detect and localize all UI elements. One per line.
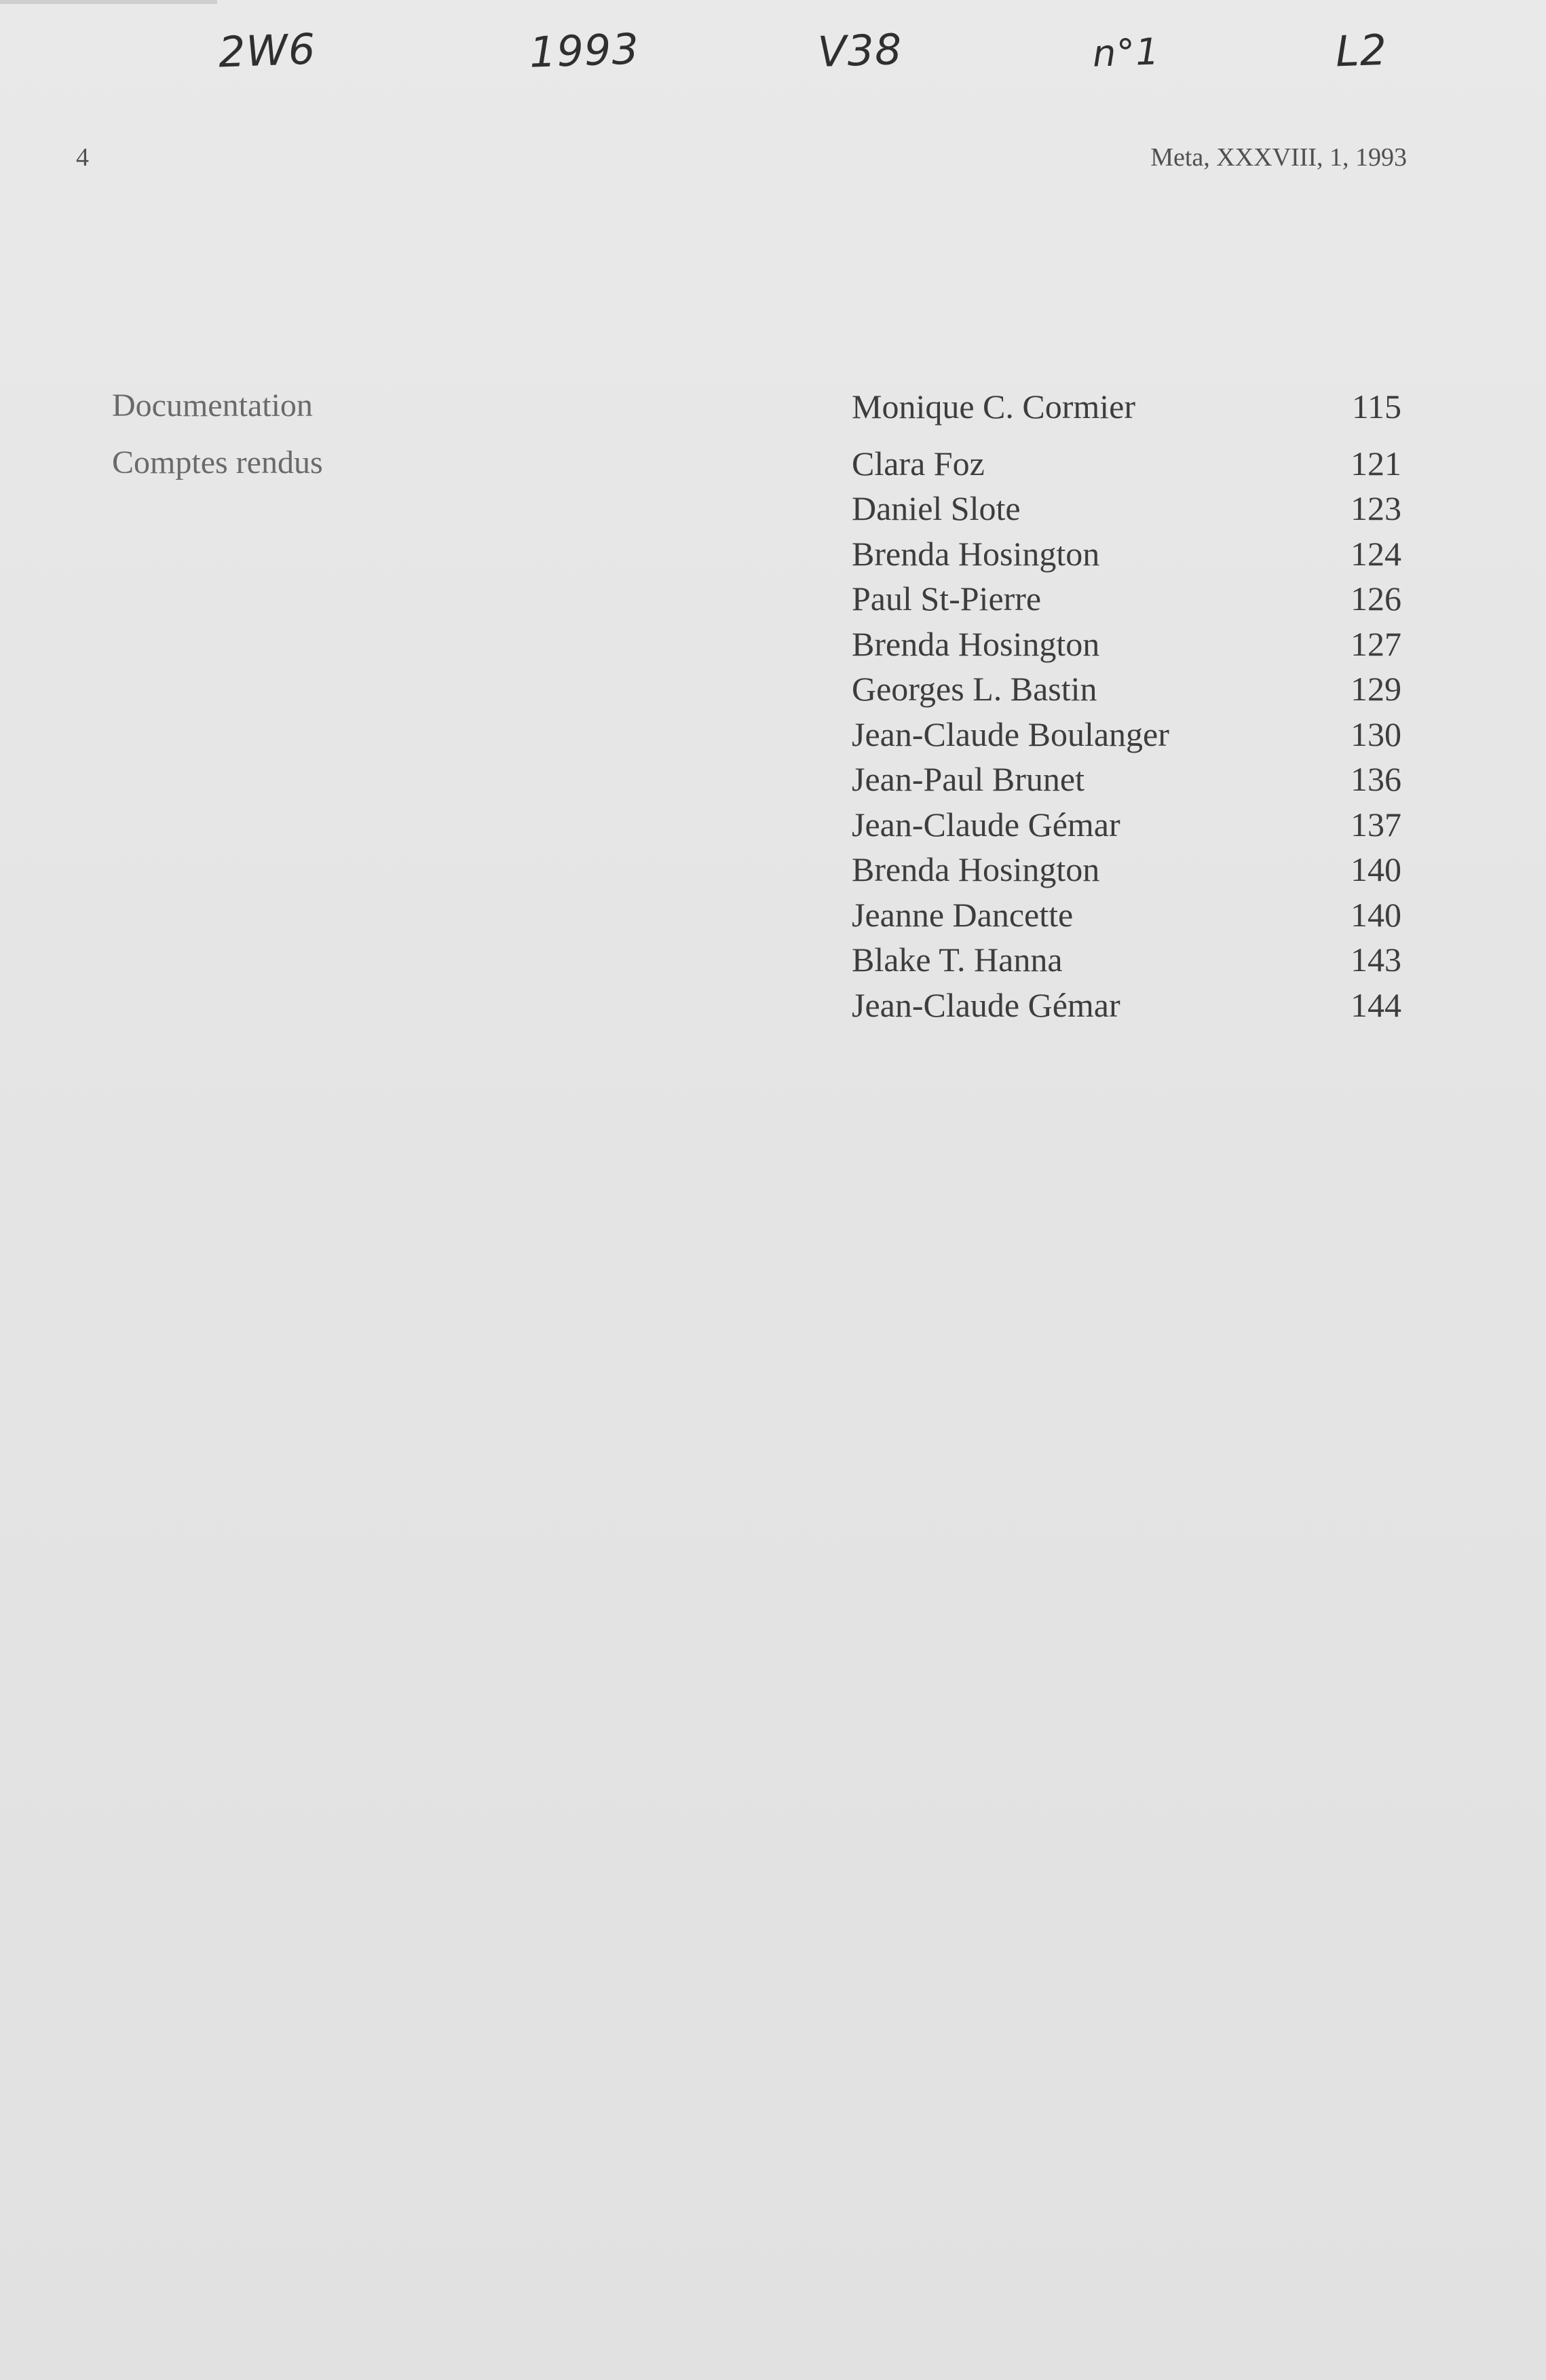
entry-page: 140 xyxy=(1351,896,1401,934)
section-documentation: Documentation xyxy=(112,388,313,423)
handwritten-note-call-number: 2W6 xyxy=(217,24,317,77)
toc-entry xyxy=(852,850,1401,894)
handwritten-note-shelf: L2 xyxy=(1334,24,1389,77)
scan-edge xyxy=(0,0,217,4)
entry-page: 143 xyxy=(1351,941,1401,979)
entry-page: 127 xyxy=(1351,625,1401,663)
entry-page: 129 xyxy=(1351,670,1401,708)
toc-entry xyxy=(852,387,1401,432)
entry-page: 124 xyxy=(1351,535,1401,573)
toc-entry xyxy=(852,759,1401,804)
entry-author: Daniel Slote xyxy=(852,489,1021,527)
toc-entry xyxy=(852,489,1401,533)
entry-author: Jean-Paul Brunet xyxy=(852,760,1085,798)
entry-page: 136 xyxy=(1351,760,1401,798)
entry-author: Jeanne Dancette xyxy=(852,896,1074,934)
entry-author: Brenda Hosington xyxy=(852,625,1100,663)
handwritten-note-year: 1993 xyxy=(528,24,641,77)
toc-entry xyxy=(852,444,1401,489)
entry-page: 115 xyxy=(1351,388,1401,426)
handwritten-note-issue: n°1 xyxy=(1091,30,1161,75)
entry-page: 121 xyxy=(1351,445,1401,483)
entry-author: Blake T. Hanna xyxy=(852,941,1063,979)
entry-page: 140 xyxy=(1351,850,1401,888)
toc-entry xyxy=(852,940,1401,985)
section-comptes-rendus: Comptes rendus xyxy=(112,445,323,480)
toc-entry xyxy=(852,715,1401,759)
toc-entry xyxy=(852,624,1401,669)
entry-author: Jean-Claude Gémar xyxy=(852,986,1120,1024)
entry-author: Clara Foz xyxy=(852,445,985,483)
entry-page: 123 xyxy=(1351,489,1401,527)
entry-page: 130 xyxy=(1351,715,1401,753)
entry-page: 144 xyxy=(1351,986,1401,1024)
handwritten-note-volume: V38 xyxy=(816,24,903,77)
entry-author: Brenda Hosington xyxy=(852,535,1100,573)
entry-author: Brenda Hosington xyxy=(852,850,1100,888)
journal-citation: Meta, XXXVIII, 1, 1993 xyxy=(1150,143,1407,172)
toc-entries xyxy=(852,387,1401,1038)
entry-author: Jean-Claude Boulanger xyxy=(852,715,1169,753)
entry-author: Georges L. Bastin xyxy=(852,670,1097,708)
toc-entry xyxy=(852,805,1401,850)
toc-entry xyxy=(852,534,1401,579)
toc-entry xyxy=(852,669,1401,714)
entry-page: 137 xyxy=(1351,806,1401,844)
toc-entry xyxy=(852,579,1401,624)
page-number: 4 xyxy=(76,143,89,172)
entry-author: Jean-Claude Gémar xyxy=(852,806,1120,844)
entry-author: Paul St-Pierre xyxy=(852,580,1042,618)
entry-page: 126 xyxy=(1351,580,1401,618)
entry-author: Monique C. Cormier xyxy=(852,388,1136,426)
toc-entry xyxy=(852,895,1401,940)
toc-entry xyxy=(852,985,1401,1030)
